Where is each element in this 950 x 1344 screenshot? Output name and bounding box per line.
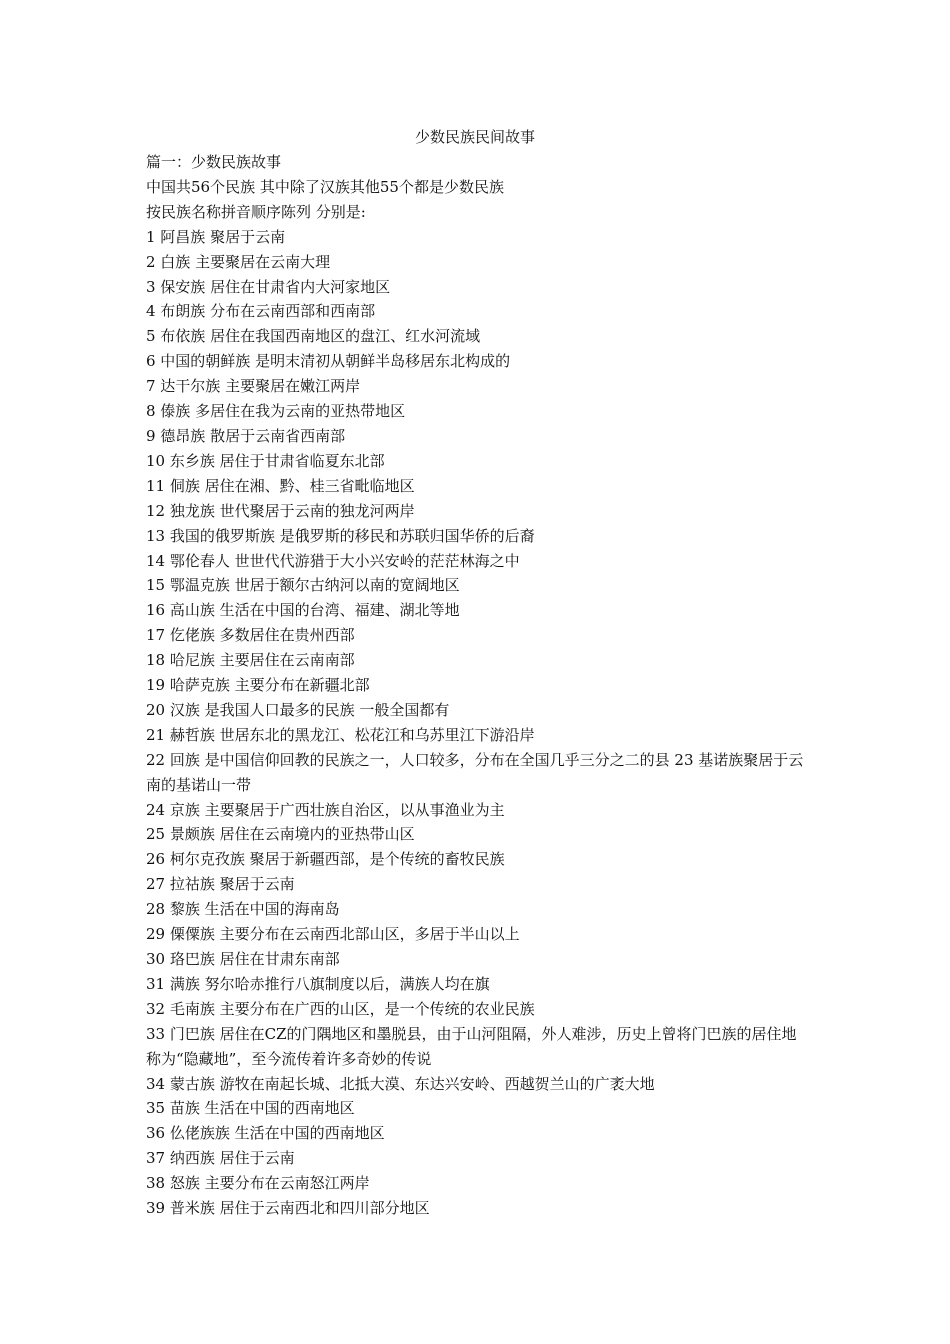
text-line: 10 东乡族 居住于甘肃省临夏东北部 (146, 451, 385, 470)
text-line: 37 纳西族 居住于云南 (146, 1149, 295, 1168)
text-line: 14 鄂伦春人 世世代代游猎于大小兴安岭的茫茫林海之中 (146, 551, 520, 570)
document-title: 少数民族民间故事 (414, 128, 535, 146)
text-line: 25 景颇族 居住在云南境内的亚热带山区 (146, 825, 415, 844)
text-line: 27 拉祜族 聚居于云南 (146, 875, 295, 894)
text-line: 3 保安族 居住在甘肃省内大河家地区 (146, 277, 391, 296)
text-line: 31 满族 努尔哈赤推行八旗制度以后，满族人均在旗 (146, 974, 490, 993)
text-line: 1 阿昌族 聚居于云南 (146, 227, 286, 246)
text-line: 8 傣族 多居住在我为云南的亚热带地区 (146, 402, 406, 421)
text-line: 22 回族 是中国信仰回教的民族之一，人口较多，分布在全国几乎三分之二的县 23 基诺族聚居于云南的基诺山一带 (146, 750, 804, 794)
text-line: 5 布依族 居住在我国西南地区的盘江、红水河流域 (146, 327, 481, 346)
text-line: 30 珞巴族 居住在甘肃东南部 (146, 950, 340, 968)
text-line: 26 柯尔克孜族 聚居于新疆西部，是个传统的畜牧民族 (146, 850, 505, 869)
text-line: 33 门巴族 居住在CZ的门隅地区和墨脱县，由于山河阻隔，外人难涉，历史上曾将门巴族的居住地称为“隐藏地”，至今流传着许多奇妙的传说 (146, 1024, 797, 1068)
document-body (146, 150, 810, 1221)
text-line: 38 怒族 主要分布在云南怒江两岸 (146, 1174, 370, 1193)
text-line: 32 毛南族 主要分布在广西的山区，是一个传统的农业民族 (146, 999, 535, 1018)
text-line: 36 仫佬族族 生活在中国的西南地区 (146, 1124, 385, 1143)
text-line: 29 傈僳族 主要分布在云南西北部山区，多居于半山以上 (146, 925, 520, 944)
text-line: 20 汉族 是我国人口最多的民族 一般全国都有 (146, 700, 450, 719)
text-line: 17 仡佬族 多数居住在贵州西部 (146, 626, 355, 645)
text-line: 7 达干尔族 主要聚居在嫩江两岸 (146, 377, 361, 396)
text-line: 24 京族 主要聚居于广西壮族自治区，以从事渔业为主 (146, 800, 505, 819)
text-line: 19 哈萨克族 主要分布在新疆北部 (146, 676, 370, 695)
text-line: 13 我国的俄罗斯族 是俄罗斯的移民和苏联归国华侨的后裔 (146, 526, 535, 545)
text-line: 28 黎族 生活在中国的海南岛 (146, 900, 340, 919)
text-line: 35 苗族 生活在中国的西南地区 (146, 1099, 355, 1118)
text-line: 9 德昂族 散居于云南省西南部 (146, 426, 346, 445)
text-line: 16 高山族 生活在中国的台湾、福建、湖北等地 (146, 601, 460, 620)
text-line: 11 侗族 居住在湘、黔、桂三省毗临地区 (146, 476, 415, 495)
text-line: 按民族名称拼音顺序陈列 分别是: (146, 202, 366, 221)
text-line: 34 蒙古族 游牧在南起长城、北抵大漠、东达兴安岭、西越贺兰山的广袤大地 (146, 1074, 655, 1093)
text-line: 21 赫哲族 世居东北的黑龙江、松花江和乌苏里江下游沿岸 (146, 725, 535, 744)
text-line: 4 布朗族 分布在云南西部和西南部 (146, 302, 376, 321)
text-line: 39 普米族 居住于云南西北和四川部分地区 (146, 1199, 430, 1218)
text-line: 2 白族 主要聚居在云南大理 (146, 252, 331, 271)
text-line: 中国共56个民族 其中除了汉族其他55个都是少数民族 (146, 177, 504, 196)
text-line: 15 鄂温克族 世居于额尔古纳河以南的宽阔地区 (146, 576, 460, 595)
text-line: 6 中国的朝鲜族 是明末清初从朝鲜半岛移居东北构成的 (146, 352, 511, 371)
text-line: 18 哈尼族 主要居住在云南南部 (146, 651, 355, 670)
text-line: 12 独龙族 世代聚居于云南的独龙河两岸 (146, 501, 415, 520)
section-heading: 篇一：少数民族故事 (146, 153, 282, 171)
